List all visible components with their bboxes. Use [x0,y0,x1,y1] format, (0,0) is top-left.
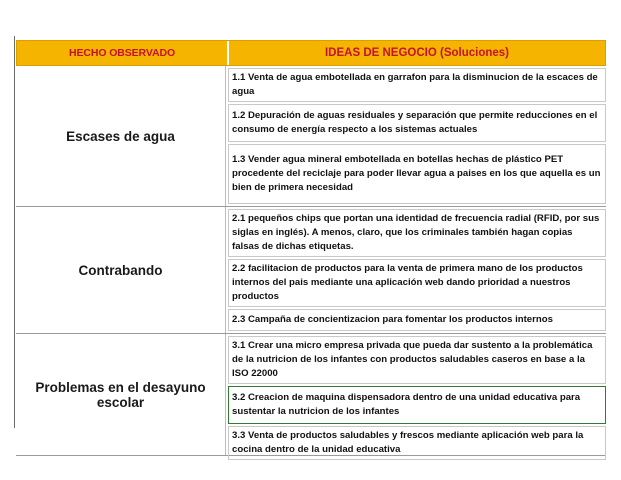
left-margin-rule [14,36,15,428]
idea-cell[interactable]: 1.2 Depuración de aguas residuales y separación que permite reducciones en el consumo de energía respecto a los sistemas actuales [228,104,606,142]
business-ideas-table [16,40,606,456]
idea-cell[interactable]: 2.2 facilitacion de productos para la venta de primera mano de los productos internos del pais mediante una aplicación web dando prioridad a nuestros productos [228,259,606,307]
ideas-cell [226,207,606,333]
ideas-cell [226,334,606,455]
ideas-cell [226,66,606,206]
idea-cell[interactable]: 1.1 Venta de agua embotellada en garrafon para la disminucion de la escaces de agua [228,68,606,102]
table-row-smuggling [16,207,606,334]
table-row-water-shortage [16,66,606,207]
idea-cell-selected[interactable]: 3.2 Creacion de maquina dispensadora dentro de una unidad educativa para sustentar la nutricion de los infantes [228,386,606,424]
table-row-school-breakfast [16,334,606,456]
idea-cell[interactable]: 3.3 Venta de productos saludables y frescos mediante aplicación web para la cocina dentro de la unidad educativa [228,426,606,460]
header-business-ideas: IDEAS DE NEGOCIO (Soluciones) [324,47,510,59]
idea-cell[interactable]: 2.1 pequeños chips que portan una identidad de frecuencia radial (RFID, por sus siglas en inglés). A menos, claro, que los criminales también hagan copias falsas de dichas etiquetas. [228,209,606,257]
observed-fact-cell: Escases de agua [16,66,226,206]
observed-fact-cell: Contrabando [16,207,226,333]
idea-cell[interactable]: 3.1 Crear una micro empresa privada que pueda dar sustento a la problemática de la nutricion de los infantes con productos saludables caseros en base a la ISO 22000 [228,336,606,384]
table-header [16,40,606,66]
idea-cell[interactable]: 1.3 Vender agua mineral embotellada en botellas hechas de plástico PET procedente del reciclaje para poder llevar agua a paises en los que aquella es un bien de primera necesidad [228,144,606,204]
observed-fact-cell: Problemas en el desayuno escolar [16,334,226,455]
header-observed-fact: HECHO OBSERVADO [17,41,229,65]
idea-cell[interactable]: 2.3 Campaña de concientizacion para fomentar los productos internos [228,309,606,331]
